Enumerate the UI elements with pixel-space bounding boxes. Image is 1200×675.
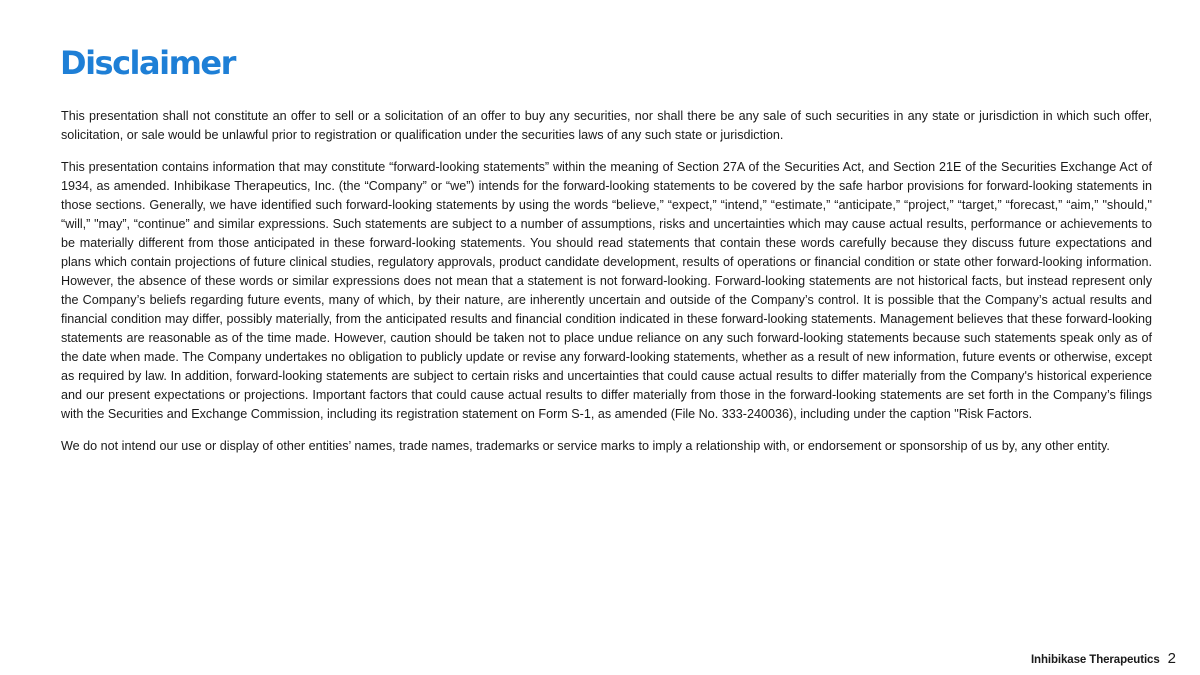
slide-footer <box>1031 650 1176 667</box>
slide-title: Disclaimer <box>60 44 235 82</box>
offer-disclaimer-paragraph: This presentation shall not constitute an offer to sell or a solicitation of an offer to buy any securities, nor shall there be any sale of such securities in any state or jurisdiction in which such offer, solicitation, or sale would be unlawful prior to registration or qualification under the securities laws of any such state or jurisdiction. <box>61 109 1152 142</box>
company-logo-text: Inhibikase Therapeutics <box>1030 654 1160 666</box>
trademark-disclaimer-paragraph: We do not intend our use or display of other entities’ names, trade names, trademarks or service marks to imply a relationship with, or endorsement or sponsorship of us by, any other entity. <box>61 439 1110 453</box>
disclaimer-body <box>61 107 1152 469</box>
page-number: 2 <box>1167 650 1176 667</box>
forward-looking-statements-paragraph: This presentation contains information that may constitute “forward-looking statements” within the meaning of Section 27A of the Securities Act, and Section 21E of the Securities Exchange Act of 1934, as amended. Inhibikase Therapeutics, Inc. (the “Company” or “we”) intends for the forward-looking statements to be covered by the safe harbor provisions for forward-looking statements in those sections. Generally, we have identified such forward-looking statements by using the words “believe,” “expect,” “intend,” “estimate,” “anticipate,” “project,” “target,” “forecast,” “aim,” "should," “will,” "may”, “continue” and similar expressions. Such statements are subject to a number of assumptions, risks and uncertainties which may cause actual results, performance or achievements to be materially different from those anticipated in these forward-looking statements. You should read statements that contain these words carefully because they discuss future expectations and plans which contain projections of future clinical studies, regulatory approvals, product candidate development, results of operations or financial condition or state other forward-looking information. However, the absence of these words or similar expressions does not mean that a statement is not forward-looking. Forward-looking statements are not historical facts, but instead represent only the Company’s beliefs regarding future events, many of which, by their nature, are inherently uncertain and outside of the Company’s control. It is possible that the Company’s actual results and financial condition may differ, possibly materially, from the anticipated results and financial condition indicated in these forward-looking statements. Management believes that these forward-looking statements are reasonable as of the time made. However, caution should be taken not to place undue reliance on any such forward-looking statements because such statements speak only as of the date when made. The Company undertakes no obligation to publicly update or revise any forward-looking statements, whether as a result of new information, future events or otherwise, except as required by law. In addition, forward-looking statements are subject to certain risks and uncertainties that could cause actual results to differ materially from the Company's historical experience and our present expectations or projections. Important factors that could cause actual results to differ materially from those in the forward-looking statements are set forth in the Company’s filings with the Securities and Exchange Commission, including its registration statement on Form S-1, as amended (File No. 333-240036), including under the caption "Risk Factors. <box>61 160 1152 421</box>
